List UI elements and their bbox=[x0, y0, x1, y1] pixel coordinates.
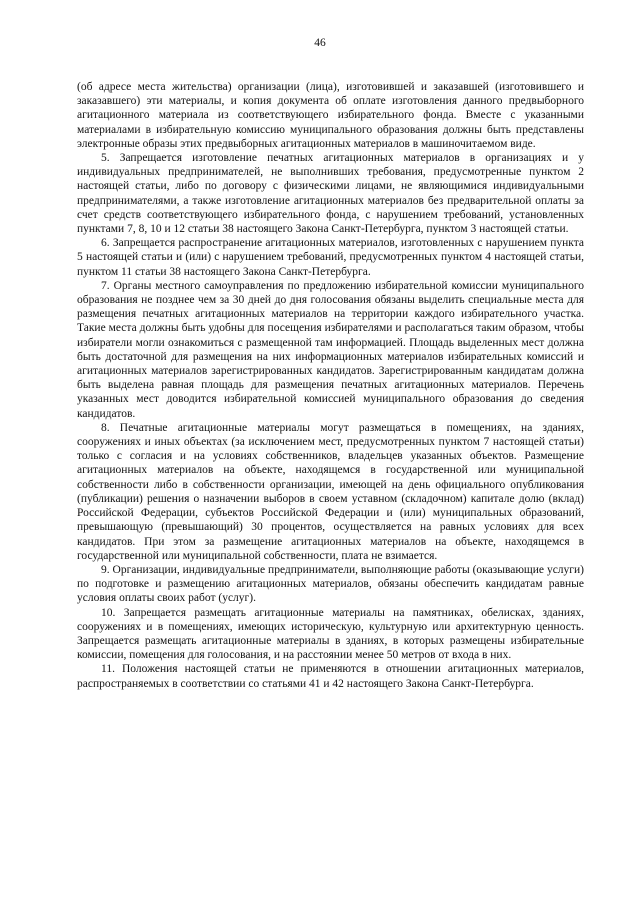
document-body bbox=[77, 80, 584, 691]
paragraph: 7. Органы местного самоуправления по предложению избирательной комиссии муниципального образования не позднее чем за 30 дней до дня голосования обязаны выделить специальные места для размещения печатных агитационных материалов на территории каждого избирательного участка. Такие места должны быть удобны для посещения избирателями и располагаться таким образом, чтобы избиратели могли ознакомиться с размещенной там информацией. Площадь выделенных мест должна быть достаточной для размещения на них информационных материалов избирательных комиссий и агитационных материалов зарегистрированных кандидатов. Зарегистрированным кандидатам должна быть выделена равная площадь для размещения печатных агитационных материалов. Перечень указанных мест доводится избирательной комиссией муниципального образования до сведения кандидатов. bbox=[77, 279, 584, 420]
paragraph: 5. Запрещается изготовление печатных агитационных материалов в организациях и у индивидуальных предпринимателей, не выполнивших требования, предусмотренные пунктом 2 настоящей статьи, либо по договору с физическими лицами, не являющимися индивидуальными предпринимателями, а также изготовление агитационных материалов без предварительной оплаты за счет средств соответствующего избирательного фонда, с нарушением требований, установленных пунктами 7, 8, 10 и 12 статьи 38 настоящего Закона Санкт-Петербурга, пунктом 3 настоящей статьи. bbox=[77, 152, 584, 236]
paragraph: 10. Запрещается размещать агитационные материалы на памятниках, обелисках, зданиях, сооружениях и в помещениях, имеющих историческую, культурную или архитектурную ценность. Запрещается размещать агитационные материалы в зданиях, в которых размещены избирательные комиссии, помещения для голосования, и на расстоянии менее 50 метров от входа в них. bbox=[77, 606, 584, 662]
paragraph: 11. Положения настоящей статьи не применяются в отношении агитационных материалов, распространяемых в соответствии со статьями 41 и 42 настоящего Закона Санкт-Петербурга. bbox=[77, 663, 584, 690]
paragraph: (об адресе места жительства) организации (лица), изготовившей и заказавшей (изготовившего и заказавшего) эти материалы, и копия документа об оплате изготовления данного предвыборного агитационного материала из соответствующего избирательного фонда. Вместе с указанными материалами в избирательную комиссию муниципального образования должны быть представлены электронные образы этих предвыборных агитационных материалов в машиночитаемом виде. bbox=[77, 81, 584, 150]
page-number: 46 bbox=[314, 37, 326, 49]
paragraph: 6. Запрещается распространение агитационных материалов, изготовленных с нарушением пункта 5 настоящей статьи и (или) с нарушением требований, предусмотренных пунктом 4 настоящей статьи, пунктом 11 статьи 38 настоящего Закона Санкт-Петербурга. bbox=[77, 237, 584, 278]
paragraph: 9. Организации, индивидуальные предприниматели, выполняющие работы (оказывающие услуги) по подготовке и размещению агитационных материалов, обязаны обеспечить кандидатам равные условия оплаты своих работ (услуг). bbox=[77, 563, 584, 605]
paragraph: 8. Печатные агитационные материалы могут размещаться в помещениях, на зданиях, сооружениях и иных объектах (за исключением мест, предусмотренных пунктом 7 настоящей статьи) только с согласия и на условиях собственников, владельцев указанных объектов. Размещение агитационных материалов на объекте, находящемся в государственной или муниципальной собственности либо в собственности организации, имеющей на день официального опубликования (публикации) решения о назначении выборов в своем уставном (складочном) капитале долю (вклад) Российской Федерации, субъектов Российской Федерации и (или) муниципальных образований, превышающую (превышающий) 30 процентов, осуществляется на равных условиях для всех кандидатов. При этом за размещение агитационных материалов на объекте, находящемся в государственной или муниципальной собственности, плата не взимается. bbox=[77, 421, 584, 562]
